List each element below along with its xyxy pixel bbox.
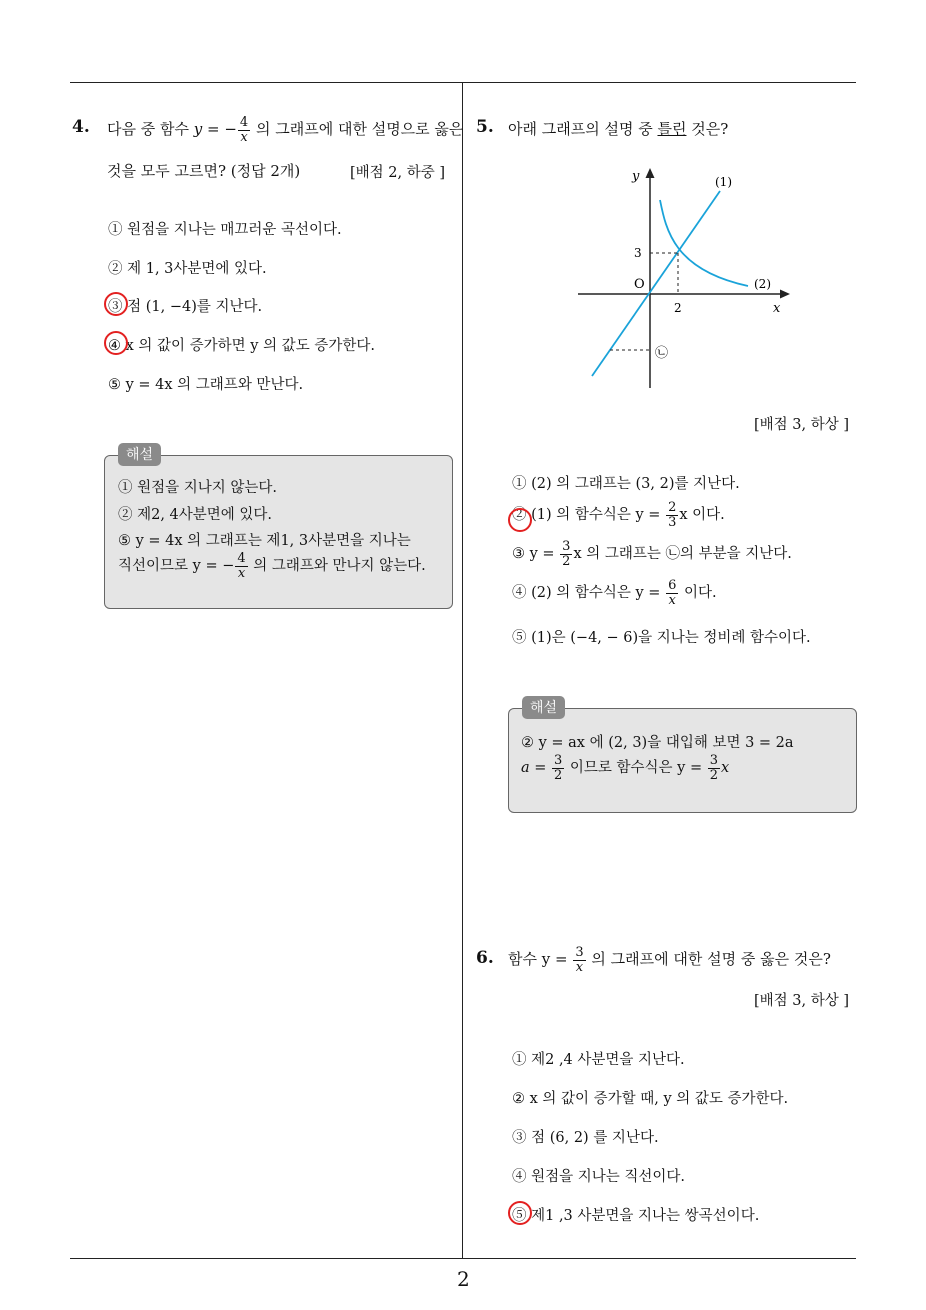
q6-option-5[interactable]: ⑤ 제1 ,3 사분면을 지나는 쌍곡선이다. xyxy=(512,1208,760,1224)
q5-expl-c: x xyxy=(721,760,730,777)
q5-stem xyxy=(508,118,728,139)
q5-stem-a: 아래 그래프의 설명 중 xyxy=(508,120,658,138)
q5-expl-a: a = xyxy=(521,760,552,777)
q4-number: 4. xyxy=(72,117,90,137)
y-axis-label: y xyxy=(632,169,640,184)
q6-answer-mark-5 xyxy=(508,1201,532,1225)
q4-explanation-tag: 해설 xyxy=(118,443,161,466)
q4-option-1[interactable]: ① 원점을 지나는 매끄러운 곡선이다. xyxy=(108,222,342,238)
q4-expl-fraction xyxy=(235,552,247,580)
q5-opt3-fraction xyxy=(560,540,572,568)
q6-option-2[interactable]: ② x 의 값이 증가할 때, y 의 값도 증가한다. xyxy=(512,1091,789,1107)
q4-expl-line3: ⑤ y = 4x 의 그래프는 제1, 3사분면을 지나는 xyxy=(118,533,411,549)
q6-fraction xyxy=(573,946,585,974)
q6-score: [배점 3, 하상 ] xyxy=(754,993,850,1009)
q5-stem-underlined: 틀린 xyxy=(657,120,687,138)
q4-fraction xyxy=(238,116,250,144)
q6-number: 6. xyxy=(476,948,494,968)
label-line-1: (1) xyxy=(715,175,732,189)
q4-stem-text2: 의 그래프에 대한 설명으로 옳은 xyxy=(251,120,464,139)
q4-score: [배점 2, 하중 ] xyxy=(350,165,446,181)
q5-opt2-a: ② (1) 의 함수식은 y = xyxy=(512,507,666,524)
x-axis-label: x xyxy=(773,301,781,316)
x-axis-arrow xyxy=(780,290,790,299)
q4-answer-mark-3 xyxy=(104,292,128,316)
q5-opt4-num: 6 xyxy=(668,578,677,593)
q5-option-4[interactable] xyxy=(512,579,717,607)
q6-option-1[interactable]: ① 제2 ,4 사분면을 지난다. xyxy=(512,1052,685,1068)
q6-option-3[interactable]: ③ 점 (6, 2) 를 지난다. xyxy=(512,1130,659,1146)
q5-opt3-a: ③ y = xyxy=(512,546,560,563)
q4-option-2[interactable]: ② 제 1, 3사분면에 있다. xyxy=(108,261,267,277)
q4-expl-frac-den: x xyxy=(237,565,246,581)
column-divider xyxy=(462,83,463,1259)
q4-expl-line1: ① 원점을 지나지 않는다. xyxy=(118,480,277,496)
q5-expl-frac2-num: 3 xyxy=(709,753,719,768)
q6-frac-den: x xyxy=(575,959,584,975)
q4-option-4[interactable]: ④ x 의 값이 증가하면 y 의 값도 증가한다. xyxy=(108,338,375,354)
q5-expl-frac2-den: 2 xyxy=(709,767,719,783)
q4-option-3[interactable]: ③ 점 (1, −4)를 지난다. xyxy=(108,299,263,315)
q4-expl-line4 xyxy=(118,552,426,580)
q5-option-5[interactable]: ⑤ (1)은 (−4, − 6)을 지나는 정비례 함수이다. xyxy=(512,630,811,646)
q5-score: [배점 3, 하상 ] xyxy=(754,417,850,433)
q5-option-1[interactable]: ① (2) 의 그래프는 (3, 2)를 지난다. xyxy=(512,476,740,492)
q5-opt2-b: x 이다. xyxy=(679,507,725,524)
tick-label-x: 2 xyxy=(674,301,682,315)
q5-explanation-tag: 해설 xyxy=(522,696,565,719)
q5-expl-frac1-num: 3 xyxy=(554,753,563,768)
q4-stem-text: 다음 중 함수 xyxy=(107,120,194,139)
q5-stem-b: 것은? xyxy=(686,120,729,138)
label-curve-2: (2) xyxy=(754,277,771,291)
y-axis-arrow xyxy=(646,168,655,178)
q5-opt2-den: 3 xyxy=(668,514,677,530)
q5-expl-line1: ② y = ax 에 (2, 3)을 대입해 보면 3 = 2a xyxy=(521,735,794,751)
top-rule xyxy=(70,82,856,83)
q5-opt4-b: 이다. xyxy=(679,585,717,602)
bottom-rule xyxy=(70,1258,856,1259)
q5-opt2-fraction xyxy=(666,501,678,529)
q5-opt3-num: 3 xyxy=(562,539,571,554)
q4-frac-den: x xyxy=(240,129,248,145)
q4-frac-num: 4 xyxy=(239,115,249,130)
tick-label-y: 3 xyxy=(634,246,642,260)
region-label: ㉡ xyxy=(655,346,669,361)
q5-opt4-a: ④ (2) 의 함수식은 y = xyxy=(512,585,666,602)
q5-option-3[interactable] xyxy=(512,540,792,568)
q4-stem-line1 xyxy=(107,116,463,144)
q5-option-2[interactable] xyxy=(512,501,725,529)
q6-stem xyxy=(508,946,831,974)
q5-expl-line2 xyxy=(521,754,729,782)
q5-opt3-b: x 의 그래프는 ㉡의 부분을 지난다. xyxy=(573,546,792,563)
q6-frac-num: 3 xyxy=(575,945,584,960)
q5-expl-fraction-2 xyxy=(708,754,720,782)
q5-expl-frac1-den: 2 xyxy=(554,767,563,783)
q4-equation: y = − xyxy=(193,120,237,139)
q5-expl-fraction-1 xyxy=(552,754,564,782)
q5-opt3-den: 2 xyxy=(562,553,571,569)
q4-expl-text: 직선이므로 y = − xyxy=(118,558,235,575)
q4-expl-text2: 의 그래프와 만나지 않는다. xyxy=(248,558,426,575)
q4-expl-frac-num: 4 xyxy=(237,551,246,566)
q5-expl-b: 이므로 함수식은 y = xyxy=(565,760,707,777)
q5-opt4-fraction xyxy=(666,579,678,607)
q4-stem-line2: 것을 모두 고르면? (정답 2개) xyxy=(107,162,301,180)
q5-opt4-den: x xyxy=(668,592,676,608)
q5-graph xyxy=(570,160,800,395)
q6-option-4[interactable]: ④ 원점을 지나는 직선이다. xyxy=(512,1169,686,1185)
q4-option-5[interactable]: ⑤ y = 4x 의 그래프와 만난다. xyxy=(108,377,304,393)
origin-label: O xyxy=(634,277,645,292)
q5-number: 5. xyxy=(476,117,494,137)
q5-opt2-num: 2 xyxy=(668,500,677,515)
q5-answer-mark-2 xyxy=(508,508,532,532)
q6-stem-b: 의 그래프에 대한 설명 중 옳은 것은? xyxy=(586,950,831,969)
page-number: 2 xyxy=(457,1267,470,1291)
q4-answer-mark-4 xyxy=(104,331,128,355)
q4-expl-line2: ② 제2, 4사분면에 있다. xyxy=(118,507,273,523)
q6-stem-a: 함수 y = xyxy=(508,950,573,969)
